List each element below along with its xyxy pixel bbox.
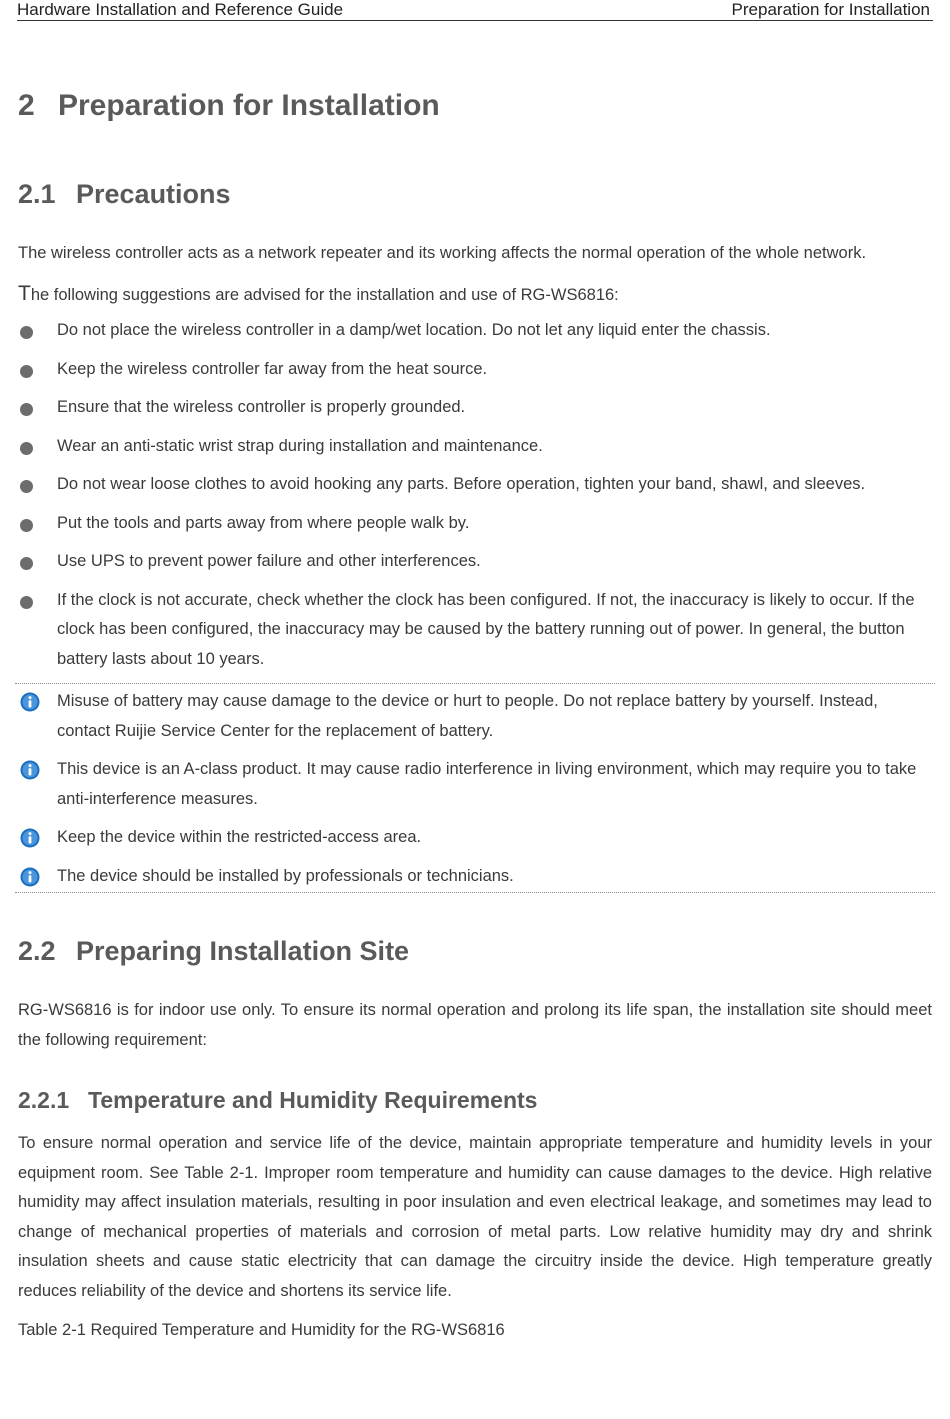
note-item [15,687,923,746]
subsection-heading-temperature [18,1086,537,1114]
bullet-dot-icon [20,480,33,493]
section-title: Precautions [76,179,231,209]
note-text: Misuse of battery may cause damage to the device or hurt to people. Do not replace battery by yourself. Instead, contact Ruijie Service Center for the replacement of battery. [57,692,878,740]
bullet-dot-icon [20,442,33,455]
list-item [0,393,937,423]
header-chapter-title: Preparation for Installation [731,0,930,19]
chapter-title: Preparation for Installation [58,89,440,122]
list-item-text: Ensure that the wireless controller is properly grounded. [57,398,466,416]
note-item [15,755,923,814]
table-caption: Table 2-1 Required Temperature and Humidity for the RG-WS6816 [18,1321,505,1339]
bullet-dot-icon [20,403,33,416]
note-item [15,862,923,892]
list-item-text: Keep the wireless controller far away from the heat source. [57,359,488,378]
suggestions-first-letter: T [18,282,31,305]
bullet-dot-icon [20,365,33,378]
section-heading-precautions [18,178,231,210]
precautions-bullet-list [0,316,950,683]
list-item [0,355,937,385]
list-item [0,432,937,462]
precautions-intro: The wireless controller acts as a network repeater and its working affects the normal operation of the whole network. [18,244,867,262]
precautions-suggestions-lead [18,279,932,311]
list-item-text: Put the tools and parts away from where people walk by. [57,513,470,532]
info-icon [20,867,40,887]
list-item [0,316,937,346]
note-text: Keep the device within the restricted-access area. [57,828,422,846]
chapter-heading [18,88,440,124]
list-item [0,586,937,675]
installation-site-intro: RG-WS6816 is for indoor use only. To ensure its normal operation and prolong its life span, the installation site should meet the following requirement: [18,1001,932,1049]
list-item-text: Do not wear loose clothes to avoid hooking any parts. Before operation, tighten your band, shawl, and sleeves. [57,475,866,493]
bullet-dot-icon [20,557,33,570]
section-number: 2.2 [18,936,56,966]
bullet-dot-icon [20,326,33,339]
section-heading-installation-site [18,935,409,967]
list-item-text: Use UPS to prevent power failure and other interferences. [57,552,481,570]
notes-box [15,683,935,893]
section-number: 2.1 [18,179,56,209]
info-icon [20,692,40,712]
note-text: The device should be installed by professionals or technicians. [57,866,514,885]
list-item-text: Do not place the wireless controller in a damp/wet location. Do not let any liquid enter the chassis. [57,321,771,339]
suggestions-text: he following suggestions are advised for the installation and use of RG-WS6816: [30,286,619,304]
temperature-body: To ensure normal operation and service life of the device, maintain appropriate temperature and humidity levels in your equipment room. See Table 2-1. Improper room temperature and humidity can cause damages to the device. High relative humidity may affect insulation materials, resulting in poor insulation and even electrical leakage, and sometimes may lead to change of mechanical properties of materials and corrosion of metal parts. Low relative humidity may dry and shrink insulation sheets and cause static electricity that can damage the circuitry inside the device. High temperature greatly reduces reliability of the device and shortens its service life. [18,1134,932,1300]
list-item [0,509,937,539]
subsection-number: 2.2.1 [18,1087,70,1113]
chapter-number: 2 [18,89,35,122]
list-item [0,547,937,577]
note-item [15,823,923,853]
note-text: This device is an A-class product. It may cause radio interference in living environment, which may require you to take anti-interference measures. [57,760,917,808]
list-item-text: If the clock is not accurate, check whether the clock has been configured. If not, the inaccuracy is likely to occur. If the clock has been configured, the inaccuracy may be caused by the battery running out of power. In general, the button battery lasts about 10 years. [57,590,915,668]
list-item [0,470,937,500]
header-guide-title: Hardware Installation and Reference Guide [17,0,344,19]
info-icon [20,760,40,780]
subsection-title: Temperature and Humidity Requirements [88,1087,538,1113]
info-icon [20,828,40,848]
bullet-dot-icon [20,596,33,609]
bullet-dot-icon [20,519,33,532]
section-title: Preparing Installation Site [76,936,410,966]
list-item-text: Wear an anti-static wrist strap during installation and maintenance. [57,436,543,455]
running-header [17,0,933,21]
